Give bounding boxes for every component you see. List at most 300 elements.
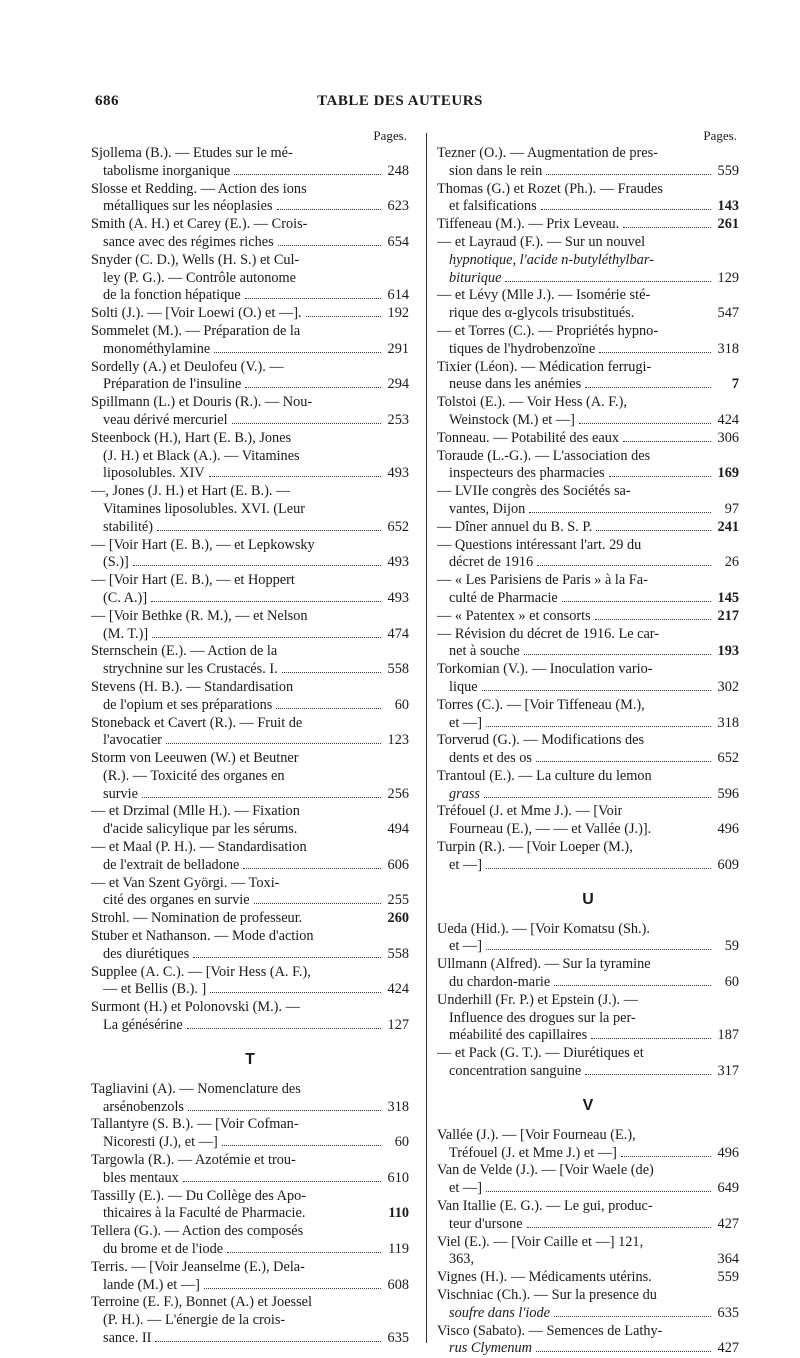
- page-ref: 652: [717, 750, 739, 767]
- dot-leader: [609, 476, 711, 477]
- entry-text: arsénobenzols: [103, 1098, 184, 1115]
- entries-t-cont: [437, 145, 739, 875]
- dot-leader: [142, 797, 381, 798]
- page-ref: 294: [387, 376, 409, 393]
- page-ref: 318: [717, 714, 739, 731]
- entry-text: (M. T.)]: [103, 625, 149, 642]
- index-line: [437, 359, 739, 377]
- dot-leader: [210, 992, 381, 993]
- entry-text: du brome et de l'iode: [103, 1241, 224, 1258]
- index-line: [91, 608, 409, 626]
- entry-text: Sjollema (B.). — Etudes sur le mé-: [91, 145, 293, 161]
- page-ref: 291: [387, 340, 409, 357]
- index-line: [437, 572, 739, 590]
- page-ref: 129: [717, 269, 739, 286]
- dot-leader: [541, 209, 711, 210]
- index-line: [91, 697, 409, 715]
- page-ref: 493: [387, 465, 409, 482]
- index-line: [437, 1323, 739, 1341]
- entry-text: neuse dans les anémies: [449, 376, 582, 393]
- dot-leader: [585, 1074, 711, 1075]
- index-line: [91, 1223, 409, 1241]
- page-number: 686: [95, 93, 119, 109]
- page-ref: 261: [717, 216, 739, 233]
- page-ref: 318: [717, 340, 739, 357]
- entry-text: — et Lévy (Mlle J.). — Isomérie sté-: [437, 287, 651, 304]
- entry-text: Underhill (Fr. P.) et Epstein (J.). —: [437, 991, 638, 1008]
- index-line: [91, 768, 409, 786]
- entries-u: [437, 921, 739, 1081]
- dot-leader: [537, 565, 711, 566]
- section-letter-t: T: [245, 1050, 255, 1068]
- index-line: [437, 732, 739, 750]
- index-line: [91, 1116, 409, 1134]
- entry-text: sance. II: [103, 1330, 152, 1346]
- dot-leader: [234, 174, 381, 175]
- index-line: [91, 964, 409, 982]
- dot-leader: [554, 985, 711, 986]
- index-line: [91, 1170, 409, 1188]
- entry-text: rus Clymenum: [449, 1340, 532, 1357]
- dot-leader: [484, 797, 711, 798]
- page-ref: 318: [387, 1098, 409, 1115]
- index-line: [91, 501, 409, 519]
- index-line: [91, 341, 409, 359]
- page-ref: 7: [731, 376, 739, 393]
- index-line: [91, 626, 409, 644]
- index-line: [437, 394, 739, 412]
- left-column: [91, 127, 409, 1348]
- index-line: [91, 857, 409, 875]
- index-line: [437, 590, 739, 608]
- entry-text: (P. H.). — L'énergie de la crois-: [103, 1312, 286, 1329]
- page-ref: 558: [387, 661, 409, 678]
- index-line: [91, 750, 409, 768]
- index-line: [91, 928, 409, 946]
- page-ref: 169: [717, 465, 739, 482]
- dot-leader: [187, 1028, 381, 1029]
- entry-text: concentration sanguine: [449, 1063, 582, 1080]
- dot-leader: [623, 227, 711, 228]
- page-ref: 606: [387, 856, 409, 873]
- page-ref: 192: [387, 305, 409, 322]
- index-line: [91, 181, 409, 199]
- entry-text: — [Voir Hart (E. B.), — et Lepkowsky: [91, 536, 315, 553]
- entry-text: Tellera (G.). — Action des composés: [91, 1223, 304, 1240]
- entry-text: Stevens (H. B.). — Standardisation: [91, 678, 294, 695]
- page-ref: 187: [717, 1027, 739, 1044]
- page-ref: 424: [387, 981, 409, 998]
- page-ref: 424: [717, 411, 739, 428]
- entry-text: Torverud (G.). — Modifications des: [437, 732, 645, 749]
- entry-text: Tonneau. — Potabilité des eaux: [437, 429, 620, 446]
- dot-leader: [282, 672, 381, 673]
- index-line: [437, 992, 739, 1010]
- entry-text: Terris. — [Voir Jeanselme (E.), Dela-: [91, 1258, 305, 1275]
- index-line: [91, 661, 409, 679]
- entry-text: Sommelet (M.). — Préparation de la: [91, 322, 301, 339]
- index-line: [91, 1259, 409, 1277]
- entry-text: tiques de l'hydrobenzoïne: [449, 340, 596, 357]
- index-line: [91, 1152, 409, 1170]
- dot-leader: [188, 1110, 381, 1111]
- entry-text: lande (M.) et —]: [103, 1276, 200, 1293]
- dot-leader: [133, 565, 381, 566]
- entry-text: Snyder (C. D.), Wells (H. S.) et Cul-: [91, 251, 300, 268]
- index-line: [91, 1241, 409, 1259]
- dot-leader: [524, 654, 711, 655]
- entry-text: Tagliavini (A). — Nomenclature des: [91, 1080, 301, 1097]
- dot-leader: [245, 298, 381, 299]
- page-ref: 110: [388, 1205, 409, 1222]
- dot-leader: [306, 316, 381, 317]
- entry-text: — et Drzimal (Mlle H.). — Fixation: [91, 803, 300, 820]
- entry-text: culté de Pharmacie: [449, 589, 558, 606]
- page-ref: 654: [387, 233, 409, 250]
- index-line: [437, 483, 739, 501]
- right-column: [437, 127, 739, 1358]
- entry-text: — et Layraud (F.). — Sur un nouvel: [437, 233, 646, 250]
- dot-leader: [209, 476, 381, 477]
- entry-text: veau dérivé mercuriel: [103, 411, 228, 428]
- entry-text: — « Patentex » et consorts: [437, 607, 591, 624]
- index-line: [437, 1162, 739, 1180]
- dot-leader: [193, 957, 381, 958]
- pages-label: Pages.: [703, 128, 737, 143]
- entry-text: Ullmann (Alfred). — Sur la tyramine: [437, 956, 651, 973]
- entry-text: Tiffeneau (M.). — Prix Leveau.: [437, 216, 620, 233]
- entry-text: cité des organes en survie: [103, 892, 250, 909]
- index-line: [91, 145, 409, 163]
- page-ref: 193: [717, 643, 739, 660]
- entry-text: (C. A.)]: [103, 589, 148, 606]
- page-ref: 253: [387, 411, 409, 428]
- index-line: [437, 234, 739, 252]
- index-line: [91, 359, 409, 377]
- dot-leader: [623, 441, 711, 442]
- dot-leader: [486, 726, 711, 727]
- entry-text: — et Pack (G. T.). — Diurétiques et: [437, 1045, 644, 1062]
- entry-text: Stoneback et Cavert (R.). — Fruit de: [91, 714, 303, 731]
- page-ref: 547: [717, 305, 739, 322]
- entry-text: — et Torres (C.). — Propriétés hypno-: [437, 322, 659, 339]
- index-line: [437, 857, 739, 875]
- index-line: [437, 501, 739, 519]
- page-ref: 493: [387, 589, 409, 606]
- index-line: [437, 1234, 739, 1252]
- dot-leader: [599, 352, 711, 353]
- index-line: [437, 341, 739, 359]
- entry-text: et —]: [449, 856, 482, 873]
- index-line: [437, 1180, 739, 1198]
- index-line: [91, 305, 409, 323]
- index-line: [91, 875, 409, 893]
- entry-text: thicaires à la Faculté de Pharmacie.: [103, 1205, 306, 1222]
- index-line: [91, 376, 409, 394]
- dot-leader: [536, 1351, 711, 1352]
- index-line: [91, 821, 409, 839]
- index-line: [437, 661, 739, 679]
- index-line: [437, 198, 739, 216]
- entry-text: Tassilly (E.). — Du Collège des Apo-: [91, 1187, 307, 1204]
- dot-leader: [595, 619, 711, 620]
- page-ref: 559: [717, 1269, 739, 1286]
- entry-text: Tezner (O.). — Augmentation de pres-: [437, 145, 658, 161]
- page-ref: 610: [387, 1169, 409, 1186]
- entry-text: Storm von Leeuwen (W.) et Beutner: [91, 750, 299, 767]
- index-line: [437, 839, 739, 857]
- page-ref: 60: [724, 974, 739, 991]
- page-ref: 596: [717, 785, 739, 802]
- index-line: [437, 1305, 739, 1323]
- entry-text: Terroine (E. F.), Bonnet (A.) et Joessel: [91, 1294, 312, 1311]
- entry-text: Tallantyre (S. B.). — [Voir Cofman-: [91, 1116, 299, 1133]
- page-ref: 494: [387, 821, 409, 838]
- entry-text: Weinstock (M.) et —]: [449, 411, 575, 428]
- index-line: [437, 1063, 739, 1081]
- dot-leader: [591, 1038, 711, 1039]
- entry-text: ley (P. G.). — Contrôle autonome: [103, 269, 296, 286]
- index-line: [91, 1134, 409, 1152]
- page-ref: 97: [724, 500, 739, 517]
- entry-text: Trantoul (E.). — La culture du lemon: [437, 767, 652, 784]
- index-line: [91, 643, 409, 661]
- entry-text: dents et des os: [449, 750, 532, 767]
- index-line: [91, 1330, 409, 1348]
- dot-leader: [277, 209, 381, 210]
- entry-text: 363,: [449, 1251, 475, 1268]
- index-line: [91, 572, 409, 590]
- index-line: [91, 786, 409, 804]
- dot-leader: [232, 423, 381, 424]
- page-ref: 248: [387, 162, 409, 179]
- page-ref: 59: [724, 938, 739, 955]
- dot-leader: [157, 530, 381, 531]
- entry-text: Slosse et Redding. — Action des ions: [91, 180, 307, 197]
- entry-text: bles mentaux: [103, 1169, 179, 1186]
- page-ref: 217: [717, 607, 739, 624]
- pages-label: Pages.: [373, 128, 407, 143]
- page-ref: 558: [387, 945, 409, 962]
- page-ref: 60: [394, 696, 409, 713]
- page-ref: 255: [387, 892, 409, 909]
- index-line: [91, 1205, 409, 1223]
- page-ref: 306: [717, 429, 739, 446]
- page-ref: 143: [717, 198, 739, 215]
- dot-leader: [222, 1145, 381, 1146]
- entry-text: méabilité des capillaires: [449, 1027, 588, 1044]
- index-line: [91, 412, 409, 430]
- entry-text: (R.). — Toxicité des organes en: [103, 767, 285, 784]
- entry-text: décret de 1916: [449, 554, 534, 571]
- page-ref: 145: [717, 589, 739, 606]
- entries-v: [437, 1127, 739, 1358]
- dot-leader: [596, 530, 711, 531]
- section-letter-v: V: [582, 1096, 594, 1114]
- entry-text: Vitamines liposolubles. XVI. (Leur: [103, 500, 306, 517]
- entry-text: Solti (J.). — [Voir Loewi (O.) et —].: [91, 305, 302, 322]
- index-line: [91, 715, 409, 733]
- entry-text: — et Van Szent Györgi. — Toxi-: [91, 874, 280, 891]
- index-line: [91, 1188, 409, 1206]
- index-line: [91, 1312, 409, 1330]
- index-line: [91, 234, 409, 252]
- entry-text: Toraude (L.-G.). — L'association des: [437, 447, 651, 464]
- entry-text: — Révision du décret de 1916. Le car-: [437, 625, 660, 642]
- index-line: [437, 1198, 739, 1216]
- entry-text: — Questions intéressant l'art. 29 du: [437, 536, 642, 553]
- index-line: [437, 323, 739, 341]
- page-ref: 608: [387, 1276, 409, 1293]
- dot-leader: [527, 1227, 711, 1228]
- dot-leader: [486, 949, 711, 950]
- dot-leader: [621, 1156, 711, 1157]
- page-ref: 635: [717, 1304, 739, 1321]
- index-line: [437, 1010, 739, 1028]
- index-line: [437, 1287, 739, 1305]
- index-line: [91, 430, 409, 448]
- page-ref: 496: [717, 821, 739, 838]
- entry-text: Strohl. — Nomination de professeur.: [91, 910, 303, 927]
- entry-text: tabolisme inorganique: [103, 162, 231, 179]
- entry-text: liposolubles. XIV: [103, 465, 205, 482]
- entry-text: (S.)]: [103, 554, 129, 571]
- index-line: [91, 270, 409, 288]
- entry-text: teur d'ursone: [449, 1215, 523, 1232]
- entry-text: Préparation de l'insuline: [103, 376, 242, 393]
- entry-text: Ueda (Hid.). — [Voir Komatsu (Sh.).: [437, 920, 650, 937]
- page-ref: 493: [387, 554, 409, 571]
- index-line: [437, 1269, 739, 1287]
- dot-leader: [166, 743, 381, 744]
- index-line: [91, 163, 409, 181]
- index-line: [91, 981, 409, 999]
- index-line: [91, 1081, 409, 1099]
- entry-text: Torres (C.). — [Voir Tiffeneau (M.),: [437, 696, 645, 713]
- page-ref: 119: [388, 1241, 409, 1258]
- index-line: [437, 697, 739, 715]
- entry-text: soufre dans l'iode: [449, 1304, 551, 1321]
- section-letter-u: U: [582, 890, 594, 908]
- dot-leader: [155, 1341, 381, 1342]
- page-ref: 60: [394, 1134, 409, 1151]
- entry-text: net à souche: [449, 643, 520, 660]
- index-line: [437, 750, 739, 768]
- entry-text: Thomas (G.) et Rozet (Ph.). — Fraudes: [437, 180, 663, 197]
- entry-text: de l'opium et ses préparations: [103, 696, 273, 713]
- entry-text: lique: [449, 678, 478, 695]
- entry-text: Tréfouel (J. et Mme J.). — [Voir: [437, 803, 623, 820]
- entry-text: Visco (Sabato). — Semences de Lathy-: [437, 1322, 663, 1339]
- entry-text: strychnine sur les Crustacés. I.: [103, 661, 278, 678]
- index-line: [91, 465, 409, 483]
- entry-text: Fourneau (E.), — — et Vallée (J.)].: [449, 821, 652, 838]
- index-line: [437, 145, 739, 163]
- page-ref: 623: [387, 198, 409, 215]
- index-line: [437, 181, 739, 199]
- entry-text: — et Bellis (B.). ]: [103, 981, 207, 998]
- page-ref: 302: [717, 678, 739, 695]
- entry-text: Tréfouel (J. et Mme J.) et —]: [449, 1144, 617, 1161]
- index-line: [437, 786, 739, 804]
- index-line: [437, 216, 739, 234]
- dot-leader: [254, 903, 381, 904]
- entry-text: inspecteurs des pharmacies: [449, 465, 605, 482]
- dot-leader: [204, 1288, 381, 1289]
- dot-leader: [486, 1191, 711, 1192]
- dot-leader: [505, 281, 711, 282]
- dot-leader: [243, 868, 381, 869]
- dot-leader: [579, 423, 711, 424]
- entry-text: Vignes (H.). — Médicaments utérins.: [437, 1269, 652, 1286]
- index-line: [91, 732, 409, 750]
- index-line: [437, 1145, 739, 1163]
- entries-t: [91, 1081, 409, 1348]
- index-line: [437, 1216, 739, 1234]
- entry-text: Vallée (J.). — [Voir Fourneau (E.),: [437, 1126, 636, 1143]
- index-line: [437, 519, 739, 537]
- entry-text: Tolstoi (E.). — Voir Hess (A. F.),: [437, 394, 627, 411]
- page-ref: 26: [724, 554, 739, 571]
- index-line: [91, 287, 409, 305]
- entry-text: Influence des drogues sur la per-: [449, 1009, 636, 1026]
- index-line: [91, 946, 409, 964]
- entry-text: Turpin (R.). — [Voir Loeper (M.),: [437, 839, 633, 856]
- entry-text: métalliques sur les néoplasies: [103, 198, 273, 215]
- entry-text: — LVIIe congrès des Sociétés sa-: [437, 483, 631, 500]
- index-line: [91, 537, 409, 555]
- index-line: [437, 412, 739, 430]
- entry-text: grass: [449, 785, 480, 802]
- entry-text: et —]: [449, 1180, 482, 1197]
- index-line: [91, 892, 409, 910]
- entry-text: de la fonction hépatique: [103, 287, 241, 304]
- index-line: [437, 1027, 739, 1045]
- index-line: [437, 626, 739, 644]
- page-title: TABLE DES AUTEURS: [317, 93, 483, 109]
- index-line: [91, 999, 409, 1017]
- index-line: [437, 270, 739, 288]
- index-line: [91, 910, 409, 928]
- entry-text: (J. H.) et Black (A.). — Vitamines: [103, 447, 300, 464]
- index-line: [437, 974, 739, 992]
- entry-text: — Dîner annuel du B. S. P.: [437, 518, 593, 535]
- page-ref: 427: [717, 1340, 739, 1357]
- index-line: [437, 430, 739, 448]
- entry-text: Spillmann (L.) et Douris (R.). — Nou-: [91, 394, 313, 411]
- entry-text: Sternschein (E.). — Action de la: [91, 643, 278, 660]
- entry-text: stabilité): [103, 518, 154, 535]
- index-line: [437, 679, 739, 697]
- entry-text: l'avocatier: [103, 732, 162, 749]
- dot-leader: [585, 387, 711, 388]
- entry-text: — [Voir Hart (E. B.), — et Hoppert: [91, 572, 295, 589]
- page-ref: 635: [387, 1330, 409, 1346]
- index-line: [437, 1127, 739, 1145]
- dot-leader: [214, 352, 381, 353]
- index-line: [437, 252, 739, 270]
- index-line: [437, 803, 739, 821]
- page-ref: 559: [717, 162, 739, 179]
- entry-text: Vischniac (Ch.). — Sur la presence du: [437, 1287, 657, 1304]
- page-ref: 256: [387, 785, 409, 802]
- dot-leader: [278, 245, 381, 246]
- entry-text: Targowla (R.). — Azotémie et trou-: [91, 1152, 296, 1169]
- index-line: [437, 643, 739, 661]
- index-line: [437, 608, 739, 626]
- page-ref: 241: [717, 518, 739, 535]
- dot-leader: [562, 601, 711, 602]
